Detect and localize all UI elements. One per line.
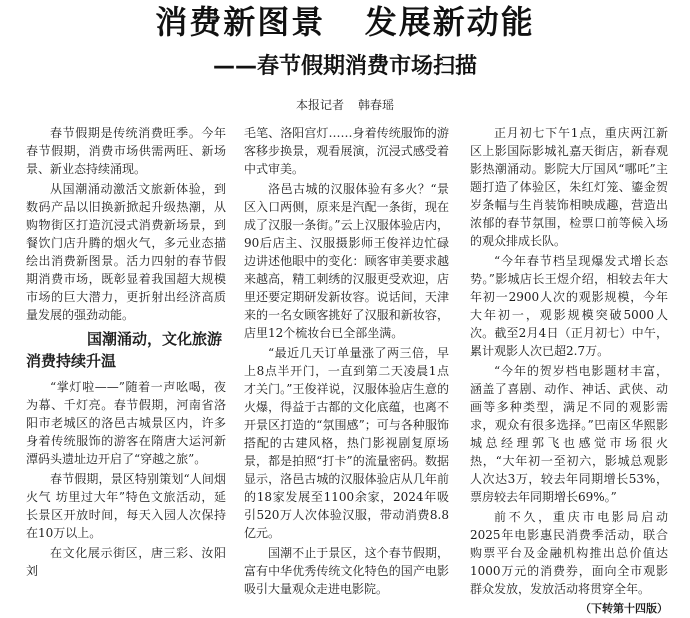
article-column-1 xyxy=(26,124,226,578)
byline-role: 本报记者 xyxy=(295,98,344,112)
paragraph: 洛邑古城的汉服体验有多火？“景区入口两侧，原来是汽配一条街，现在成了汉服一条街。”云上汉服体验店内，90后店主、汉服摄影师王俊祥边忙碌边讲述他眼中的变化：顾客审美要求越来越高，精工刺绣的汉服更受欢迎，店里还要定期研发新妆容。说话间，天津来的一名女顾客挑好了汉服和新妆容，店里12个梳妆台已全部坐满。 xyxy=(244,182,449,340)
article-column-3 xyxy=(470,124,668,615)
paragraph: 从国潮涌动激活文旅新体验，到数码产品以旧换新掀起升级热潮，从购物街区打造沉浸式消费新场景，到餐饮门店升腾的烟火气，多元业态描绘出消费新图景。活力四射的春节假期消费市场，既彰显着我国超大规模市场的巨大潜力，更折射出经济高质量发展的强劲动能。 xyxy=(26,182,226,322)
paragraph: 春节假期，景区特别策划“人间烟火气 坊里过大年”特色文旅活动，延长景区开放时间，每天入园人次保持在10万以上。 xyxy=(26,472,226,540)
paragraph: 在文化展示街区，唐三彩、汝阳刘 xyxy=(26,546,226,578)
paragraph: 前不久，重庆市电影局启动2025年电影惠民消费季活动，联合购票平台及金融机构推出总价值达1000万元的消费券，面向全市观影群众发放，发放活动将贯穿全年。 xyxy=(470,510,668,596)
headline: 消费新图景 发展新动能 xyxy=(155,3,535,41)
section-heading-line-2: 消费持续升温 xyxy=(26,352,117,370)
subheadline: ——春节假期消费市场扫描 xyxy=(212,54,477,79)
paragraph: “掌灯啦——”随着一声吆喝，夜为幕、千灯亮。春节假期，河南省洛阳市老城区的洛邑古城景区内，许多身着传统服饰的游客在隋唐大运河新潭码头遗址边开启了“穿越之旅”。 xyxy=(26,380,226,466)
paragraph: 正月初七下午1点，重庆两江新区上影国际影城礼嘉天街店，新春观影热潮涌动。影院大厅国风“哪吒”主题打造了体验区，朱红灯笼、鎏金贺岁条幅与生肖装饰相映成趣，营造出浓郁的春节氛围，检票口前等候入场的观众排成长队。 xyxy=(470,126,668,248)
section-heading-line-1: 国潮涌动，文化旅游 xyxy=(86,330,222,348)
paragraph: 毛笔、洛阳宫灯……身着传统服饰的游客移步换景，观看展演，沉浸式感受着中式审美。 xyxy=(244,126,449,176)
byline-name: 韩春瑶 xyxy=(358,98,395,112)
byline xyxy=(0,96,690,114)
continued-note: （下转第十四版） xyxy=(580,602,668,615)
paragraph: “今年春节档呈现爆发式增长态势。”影城店长王煜介绍，相较去年大年初一2900人次的观影规模，今年大年初一，观影规模突破5000人次。截至2月4日（正月初七）中午，累计观影人次已超2.7万。 xyxy=(470,254,668,358)
paragraph: 国潮不止于景区，这个春节假期，富有中华优秀传统文化特色的国产电影吸引大量观众走进电影院。 xyxy=(244,546,449,596)
paragraph: “今年的贺岁档电影题材丰富，涵盖了喜剧、动作、神话、武侠、动画等多种类型，满足不同的观影需求，观众有很多选择。”巴南区华熙影城总经理郭飞也感觉市场很火热，“大年初一至初六，影城总观影人次达3万，较去年同期增长53%，票房较去年同期增长69%。” xyxy=(470,364,668,504)
article-column-2 xyxy=(244,124,449,596)
paragraph: “最近几天订单量涨了两三倍，早上8点半开门，一直到第二天凌晨1点才关门。”王俊祥说，汉服体验店生意的火爆，得益于古都的文化底蕴，也离不开景区打造的“氛围感”；可与各种服饰搭配的古建风格，热门影视剧复原场景，都是拍照“打卡”的流量密码。数据显示，洛邑古城的汉服体验店从几年前的18家发展至1100余家，2024年吸引520万人次体验汉服，带动消费8.8亿元。 xyxy=(244,346,449,540)
section-heading xyxy=(26,328,226,372)
paragraph: 春节假期是传统消费旺季。今年春节假期，消费市场供需两旺、新场景、新业态持续涌现。 xyxy=(26,126,226,176)
